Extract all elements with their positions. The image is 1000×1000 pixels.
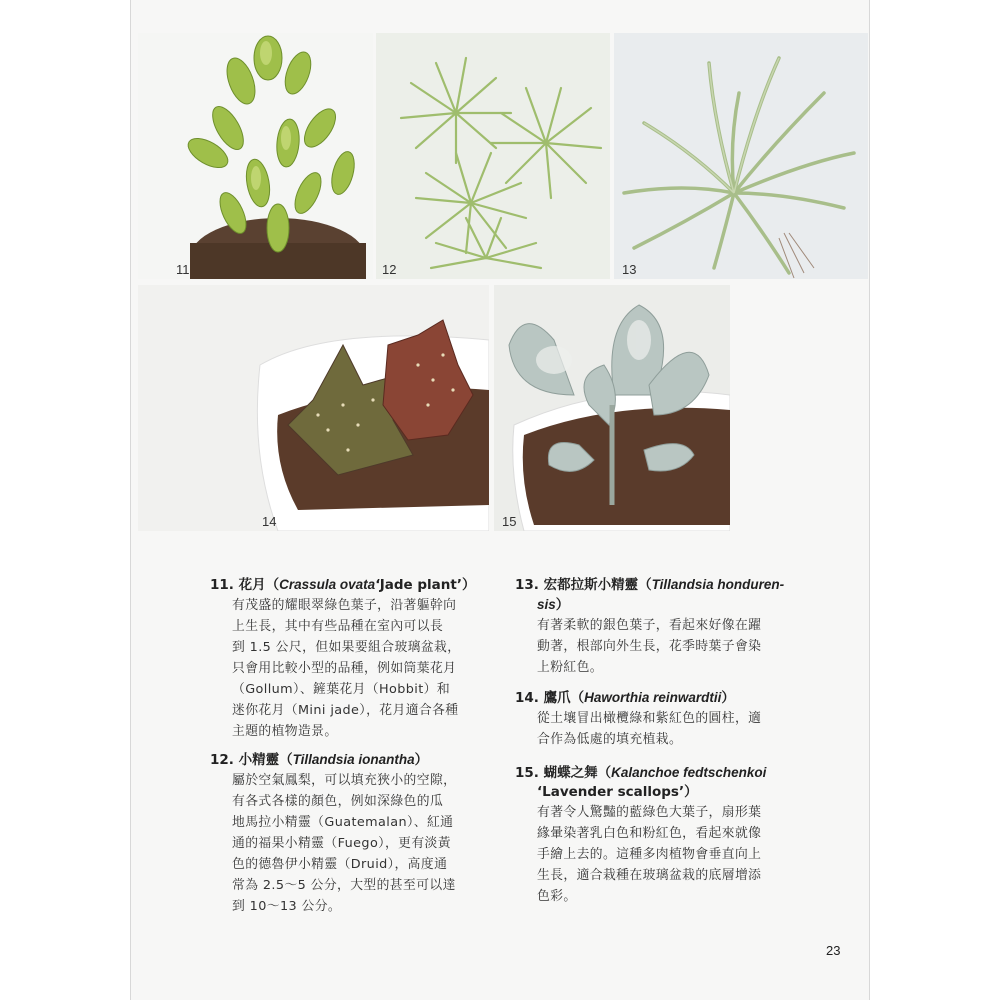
photo-label: 15: [502, 514, 517, 529]
kalanchoe-image: [494, 285, 730, 531]
entry-14: [515, 688, 815, 750]
entry-number: 12.: [210, 752, 234, 768]
text-line: 主題的植物造景。: [232, 724, 338, 739]
tillandsia-hondurensis-image: [614, 33, 868, 279]
haworthia-image: [138, 285, 489, 531]
entry-latin-name: Haworthia reinwardtii: [584, 690, 722, 705]
entry-15: [515, 763, 815, 907]
entry-name-tail: ）: [721, 690, 735, 706]
entry-description: [537, 615, 815, 678]
photo-label: 14: [262, 514, 277, 529]
photo-label: 13: [622, 262, 637, 277]
text-line: 到 10～13 公分。: [232, 899, 342, 914]
photo-haworthia: [138, 285, 489, 531]
text-line: 通的福果小精靈（Fuego），更有淡黃: [232, 836, 451, 851]
entry-number: 14.: [515, 690, 539, 706]
text-line: 色彩。: [537, 889, 577, 904]
text-line: 有著柔軟的銀色葉子，看起來好像在躍: [537, 618, 762, 633]
entry-latin-name: Tillandsia honduren-: [651, 577, 785, 592]
entry-latin-name: Crassula ovata: [279, 577, 376, 592]
entry-13: [515, 575, 815, 678]
entry-title: [515, 763, 815, 802]
photo-jade-plant: [138, 33, 373, 279]
page-number: 23: [826, 943, 841, 958]
entry-title: [515, 688, 815, 708]
entry-title: [210, 575, 500, 595]
text-line: 動著，根部向外生長，花季時葉子會染: [537, 639, 762, 654]
entry-11: [210, 575, 500, 742]
air-plants-image: [376, 33, 610, 279]
photo-kalanchoe: [494, 285, 730, 531]
entry-chinese-name: 宏都拉斯小精靈（: [543, 577, 652, 593]
page-edge-right: [869, 0, 870, 1000]
text-line: 只會用比較小型的品種，例如筒葉花月: [232, 661, 457, 676]
entry-title: [210, 750, 500, 770]
entry-number: 11.: [210, 577, 234, 593]
photo-label: 11: [176, 262, 190, 277]
entry-chinese-name: 鷹爪（: [543, 690, 585, 706]
text-line: 常為 2.5～5 公分，大型的甚至可以達: [232, 878, 456, 893]
entry-name-tail: ‘Jade plant’）: [375, 577, 476, 593]
entry-description: [232, 595, 500, 742]
entry-number: 15.: [515, 765, 539, 781]
text-line: 上生長，其中有些品種在室內可以長: [232, 619, 444, 634]
entry-description: [232, 770, 500, 917]
entry-name-tail: ）: [414, 752, 429, 768]
photo-label: 12: [382, 262, 397, 277]
text-line: 緣暈染著乳白色和粉紅色，看起來就像: [537, 826, 762, 841]
entry-title: [515, 575, 815, 615]
text-line: （Gollum）、鏟葉花月（Hobbit）和: [232, 682, 451, 697]
text-line: 手繪上去的。這種多肉植物會垂直向上: [537, 847, 762, 862]
entry-cultivar-name: ‘Lavender scallops’）: [537, 784, 698, 800]
text-line: 色的德魯伊小精靈（Druid），高度通: [232, 857, 448, 872]
text-line: 到 1.5 公尺，但如果要組合玻璃盆栽，: [232, 640, 461, 655]
photo-tillandsia-hondurensis: [614, 33, 868, 279]
jade-plant-image: [138, 33, 373, 279]
text-line: 有著令人驚豔的藍綠色大葉子，扇形葉: [537, 805, 762, 820]
text-line: 上粉紅色。: [537, 660, 603, 675]
text-line: 從土壤冒出橄欖綠和紫紅色的圓柱，適: [537, 711, 762, 726]
text-line: 合作為低處的填充植栽。: [537, 732, 683, 747]
photo-air-plants: [376, 33, 610, 279]
entry-latin-name-continued: sis: [537, 597, 556, 612]
entry-chinese-name: 小精靈（: [238, 752, 293, 768]
entry-chinese-name: 花月（: [238, 577, 280, 593]
text-line: 有各式各樣的顏色，例如深綠色的瓜: [232, 794, 444, 809]
text-line: 屬於空氣鳳梨，可以填充狹小的空隙，: [232, 773, 457, 788]
entry-number: 13.: [515, 577, 539, 593]
entry-description: [537, 802, 815, 907]
entry-latin-name: Kalanchoe fedtschenkoi: [611, 765, 767, 780]
text-line: 有茂盛的耀眼翠綠色葉子，沿著軀幹向: [232, 598, 457, 613]
text-line: 生長，適合栽種在玻璃盆栽的底層增添: [537, 868, 762, 883]
entry-latin-name: Tillandsia ionantha: [292, 752, 415, 767]
entry-12: [210, 750, 500, 917]
text-line: 地馬拉小精靈（Guatemalan）、紅通: [232, 815, 454, 830]
entry-description: [537, 708, 815, 750]
text-line: 迷你花月（Mini jade），花月適合各種: [232, 703, 459, 718]
entry-chinese-name: 蝴蝶之舞（: [543, 765, 612, 781]
entry-name-tail: ）: [555, 597, 570, 613]
page-edge-left: [130, 0, 131, 1000]
